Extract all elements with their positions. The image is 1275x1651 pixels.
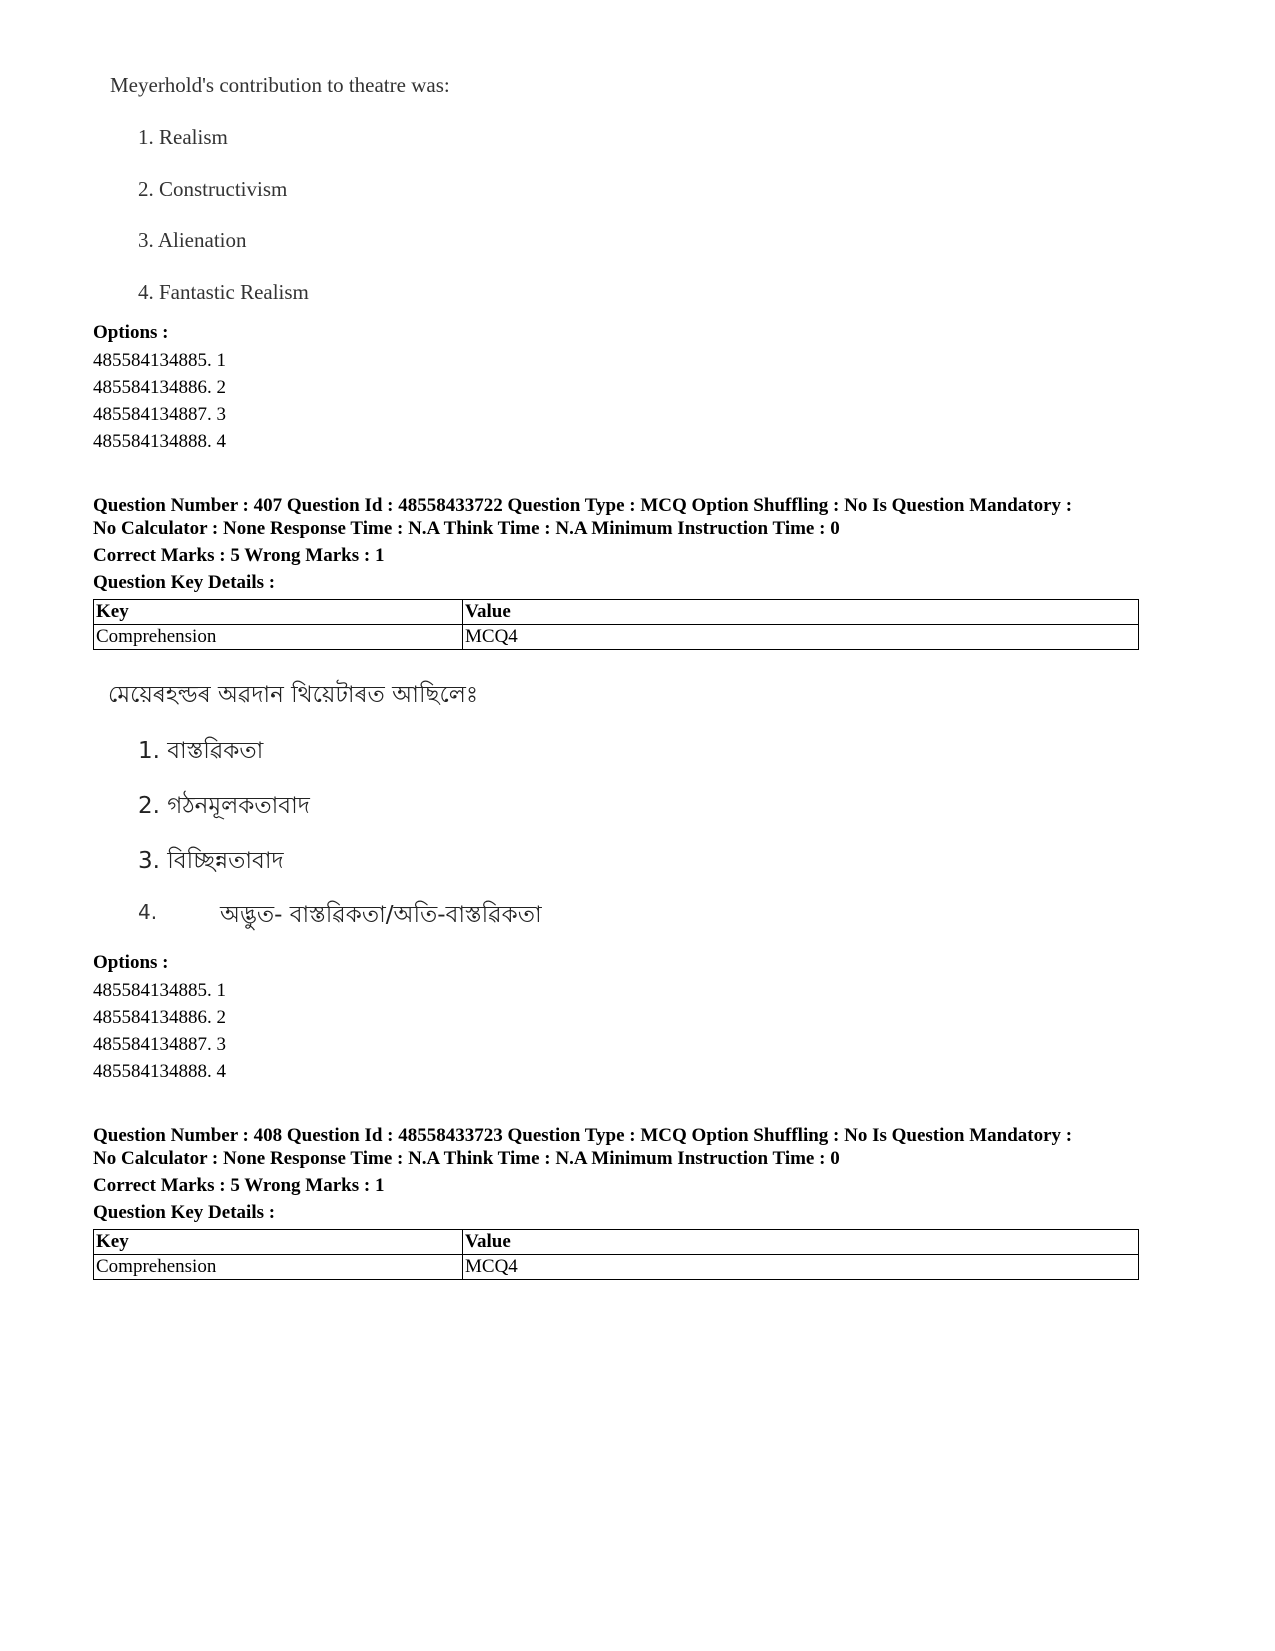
option-item: 485584134886. 2 [93, 377, 226, 398]
option-item: 485584134885. 1 [93, 350, 226, 371]
question-choice-3: 3. বিচ্ছিন্নতাবাদ [138, 848, 284, 874]
table-row [94, 1255, 1139, 1280]
option-item: 485584134886. 2 [93, 1007, 226, 1028]
question-meta-line-2: No Calculator : None Response Time : N.A Think Time : N.A Minimum Instruction Time : 0 [93, 518, 840, 539]
question-choice-2: 2. গঠনমূলকতাবাদ [138, 793, 310, 819]
question-meta-line-1: Question Number : 408 Question Id : 48558433723 Question Type : MCQ Option Shuffling : No Is Question Mandatory : [93, 1125, 1073, 1146]
question-marks: Correct Marks : 5 Wrong Marks : 1 [93, 1175, 385, 1196]
table-header-value: Value [463, 1230, 1139, 1255]
question-choice-4: 4. Fantastic Realism [138, 280, 309, 304]
option-item: 485584134888. 4 [93, 431, 226, 452]
key-details-heading: Question Key Details : [93, 1202, 276, 1223]
option-item: 485584134885. 1 [93, 980, 226, 1001]
key-details-table [93, 1229, 1139, 1280]
table-cell-value: MCQ4 [463, 625, 1139, 650]
options-heading: Options : [93, 322, 169, 343]
table-header-row [94, 600, 1139, 625]
key-details-table [93, 599, 1139, 650]
question-stem: মেয়েৰহল্ডৰ অৱদান থিয়েটাৰত আছিলেঃ [108, 682, 479, 708]
question-stem: Meyerhold's contribution to theatre was: [110, 73, 450, 97]
table-header-value: Value [463, 600, 1139, 625]
question-choice-3: 3. Alienation [138, 228, 247, 252]
table-cell-key: Comprehension [94, 625, 463, 650]
question-choice-2: 2. Constructivism [138, 177, 288, 201]
question-choice-4-text: অদ্ভুত- বাস্তৱিকতা/অতি-বাস্তৱিকতা [220, 902, 542, 928]
table-header-row [94, 1230, 1139, 1255]
table-cell-key: Comprehension [94, 1255, 463, 1280]
question-meta-line-2: No Calculator : None Response Time : N.A Think Time : N.A Minimum Instruction Time : 0 [93, 1148, 840, 1169]
option-item: 485584134887. 3 [93, 404, 226, 425]
option-item: 485584134887. 3 [93, 1034, 226, 1055]
question-marks: Correct Marks : 5 Wrong Marks : 1 [93, 545, 385, 566]
table-row [94, 625, 1139, 650]
question-choice-1: 1. Realism [138, 125, 228, 149]
options-list [93, 977, 226, 1085]
table-header-key: Key [94, 600, 463, 625]
option-item: 485584134888. 4 [93, 1061, 226, 1082]
question-choice-1: 1. বাস্তৱিকতা [138, 738, 264, 764]
options-heading: Options : [93, 952, 169, 973]
question-meta-line-1: Question Number : 407 Question Id : 48558433722 Question Type : MCQ Option Shuffling : No Is Question Mandatory : [93, 495, 1073, 516]
question-choice-4-number: 4. [138, 900, 158, 924]
options-list [93, 347, 226, 455]
key-details-heading: Question Key Details : [93, 572, 276, 593]
table-header-key: Key [94, 1230, 463, 1255]
table-cell-value: MCQ4 [463, 1255, 1139, 1280]
